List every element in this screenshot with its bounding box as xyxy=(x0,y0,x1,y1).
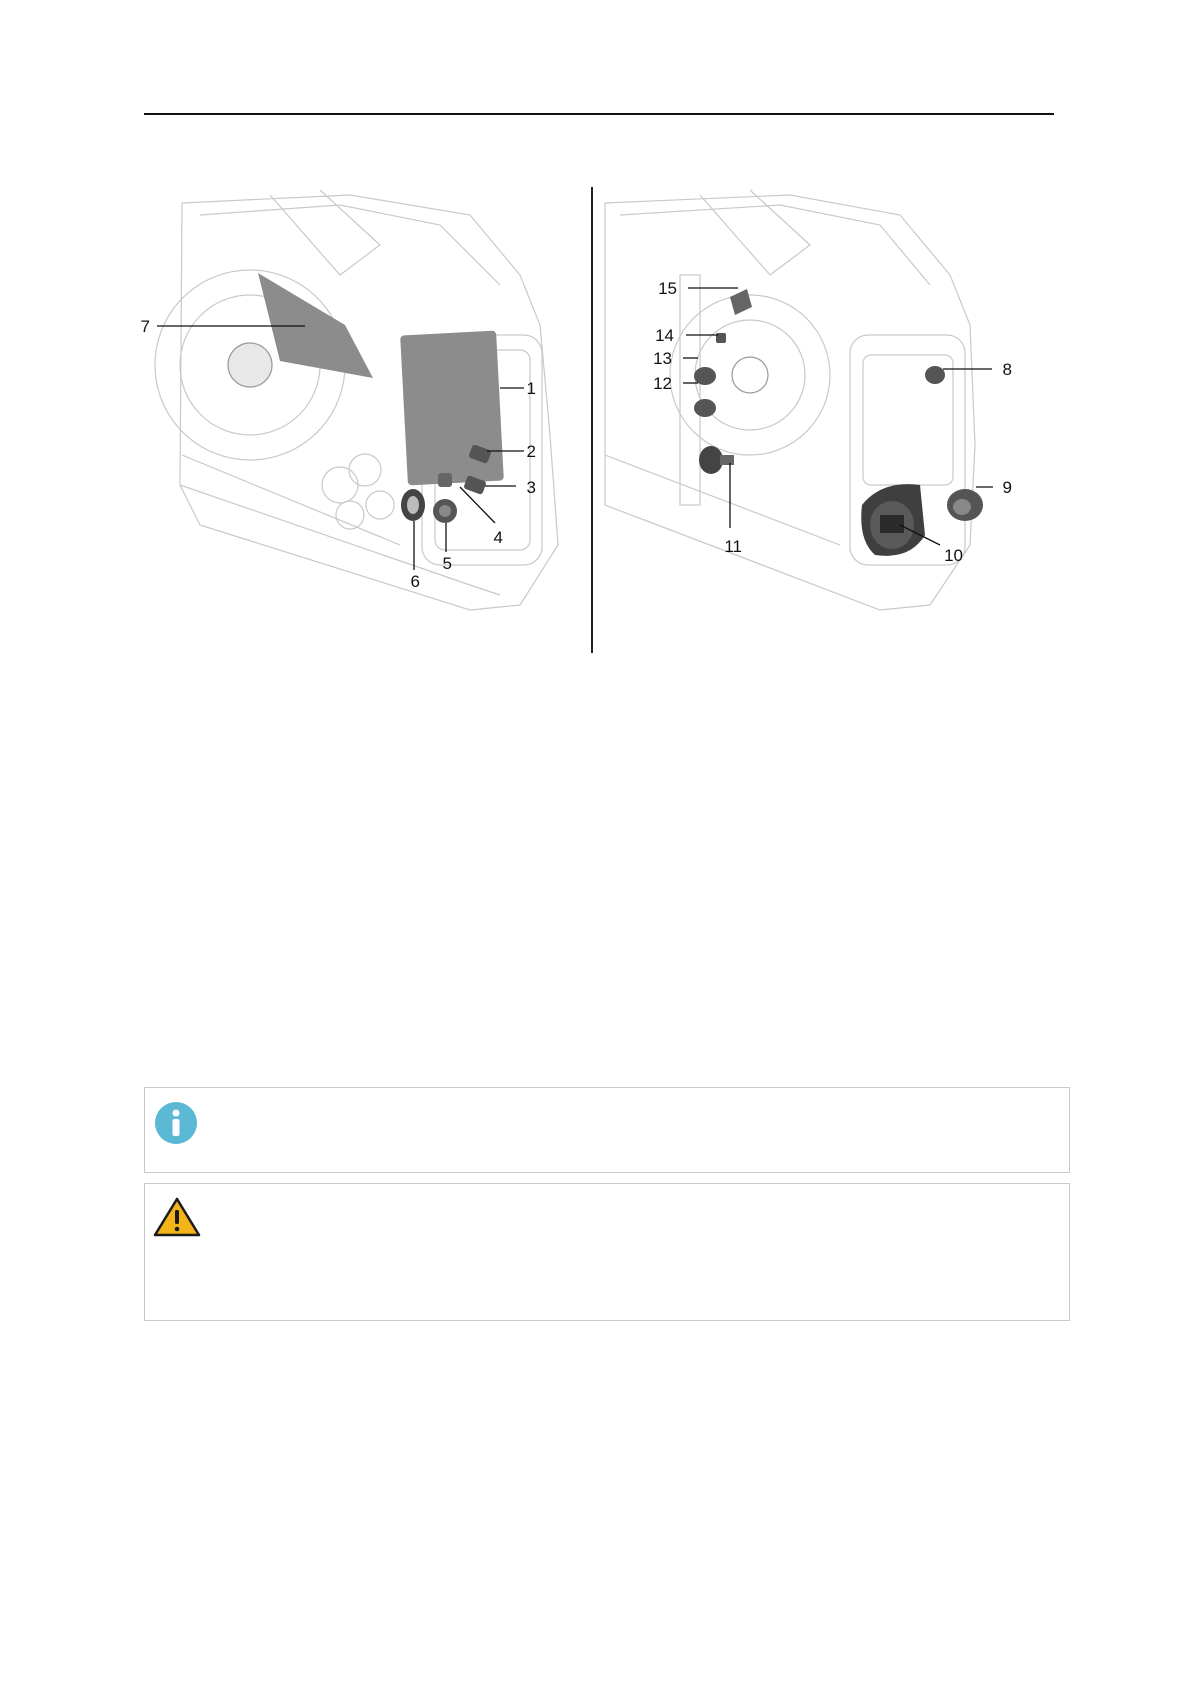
warning-icon xyxy=(153,1196,201,1243)
callout-14: 14 xyxy=(655,326,674,345)
right-connectors xyxy=(694,289,983,556)
callout-15: 15 xyxy=(658,279,677,298)
callout-13: 13 xyxy=(653,349,672,368)
callout-9: 9 xyxy=(1002,478,1012,497)
callout-5: 5 xyxy=(442,554,452,573)
callout-2: 2 xyxy=(526,442,536,461)
callout-11: 11 xyxy=(724,537,742,556)
callout-7: 7 xyxy=(140,317,150,336)
warning-note xyxy=(144,1183,1070,1321)
callout-4: 4 xyxy=(493,528,503,547)
callout-3: 3 xyxy=(526,478,536,497)
callout-1: 1 xyxy=(526,379,536,398)
panel-1 xyxy=(400,331,504,486)
connections-figure xyxy=(140,185,1060,655)
callout-12: 12 xyxy=(653,374,672,393)
right-view xyxy=(605,190,975,610)
info-icon xyxy=(153,1100,199,1151)
header-rule xyxy=(144,113,1054,115)
callout-8: 8 xyxy=(1002,360,1012,379)
device-illustration xyxy=(140,185,1060,655)
callout-10: 10 xyxy=(944,546,963,565)
info-note xyxy=(144,1087,1070,1173)
callout-6: 6 xyxy=(410,572,420,591)
